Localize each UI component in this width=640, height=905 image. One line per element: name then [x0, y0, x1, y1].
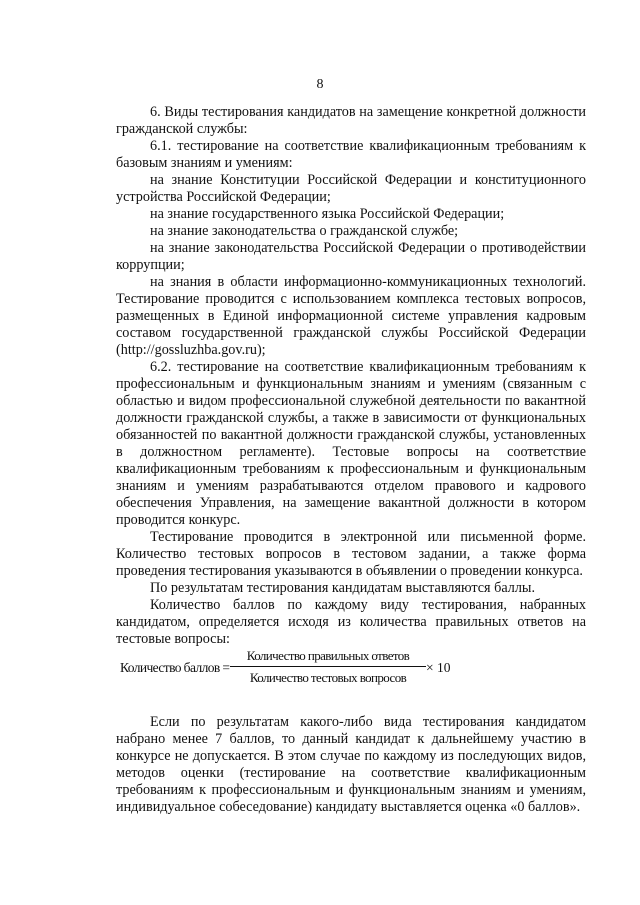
formula-multiplier: × 10 [426, 660, 451, 675]
closing-text [116, 714, 586, 816]
formula-left: Количество баллов = [120, 660, 230, 675]
score-formula [120, 648, 480, 692]
paragraph-testing-form: Тестирование проводится в электронной или письменной форме. Количество тестовых вопросов в тестовом задании, а также форма проведения тестирования указываются в объявлении о проведении конкурса. [116, 529, 586, 579]
fraction-bar [230, 666, 426, 667]
list-item-anticorruption: на знание законодательства Российской Федерации о противодействии коррупции; [116, 240, 586, 273]
formula-numerator: Количество правильных ответов [246, 648, 410, 663]
paragraph-score-count: Количество баллов по каждому виду тестирования, набранных кандидатом, определяется исходя из количества правильных ответов на тестовые вопросы: [116, 597, 586, 647]
list-item-language: на знание государственного языка Российской Федерации; [150, 206, 505, 222]
list-item-ict: на знания в области информационно-коммуникационных технологий. Тестирование проводится с использованием комплекса тестовых вопросов, размещенных в Единой информационной системе управления кадровым составом государственной гражданской службы Российской Федерации (http://gossluzhba.gov.ru); [116, 274, 586, 358]
formula-fraction [230, 648, 426, 686]
list-item-constitution: на знание Конституции Российской Федерации и конституционного устройства Российской Федерации; [116, 172, 586, 205]
list-item-civil-service-law: на знание законодательства о гражданской службе; [150, 223, 459, 239]
paragraph-below-threshold: Если по результатам какого-либо вида тестирования кандидатом набрано менее 7 баллов, то данный кандидат к дальнейшему участию в конкурсе не допускается. В этом случае по каждому из последующих видов, методов оценки (тестирование на соответствие квалификационным требованиям к профессиональным и функциональным знаниям и умениям, индивидуальное собеседование) кандидату выставляется оценка «0 баллов». [116, 714, 586, 815]
paragraph-6-1: 6.1. тестирование на соответствие квалификационным требованиям к базовым знаниям и умениям: [116, 138, 586, 171]
paragraph-6-2: 6.2. тестирование на соответствие квалификационным требованиям к профессиональным и функциональным знаниям и умениям (связанным с областью и видом профессиональной служебной деятельности по вакантной должности гражданской службы, а также в зависимости от функциональных обязанностей по вакантной должности гражданской службы, установленных в должностном регламенте). Тестовые вопросы на соответствие квалификационным требованиям к профессиональным и функциональным знаниям и умениям разрабатываются отделом правового и кадрового обеспечения Управления, на замещение вакантной должности в котором проводится конкурс. [116, 359, 586, 528]
paragraph-6: 6. Виды тестирования кандидатов на замещение конкретной должности гражданской службы: [116, 104, 586, 137]
page-number: 8 [316, 77, 324, 92]
body-text [116, 104, 586, 648]
formula-denominator: Количество тестовых вопросов [249, 670, 407, 685]
paragraph-scores: По результатам тестирования кандидатам выставляются баллы. [150, 580, 536, 596]
